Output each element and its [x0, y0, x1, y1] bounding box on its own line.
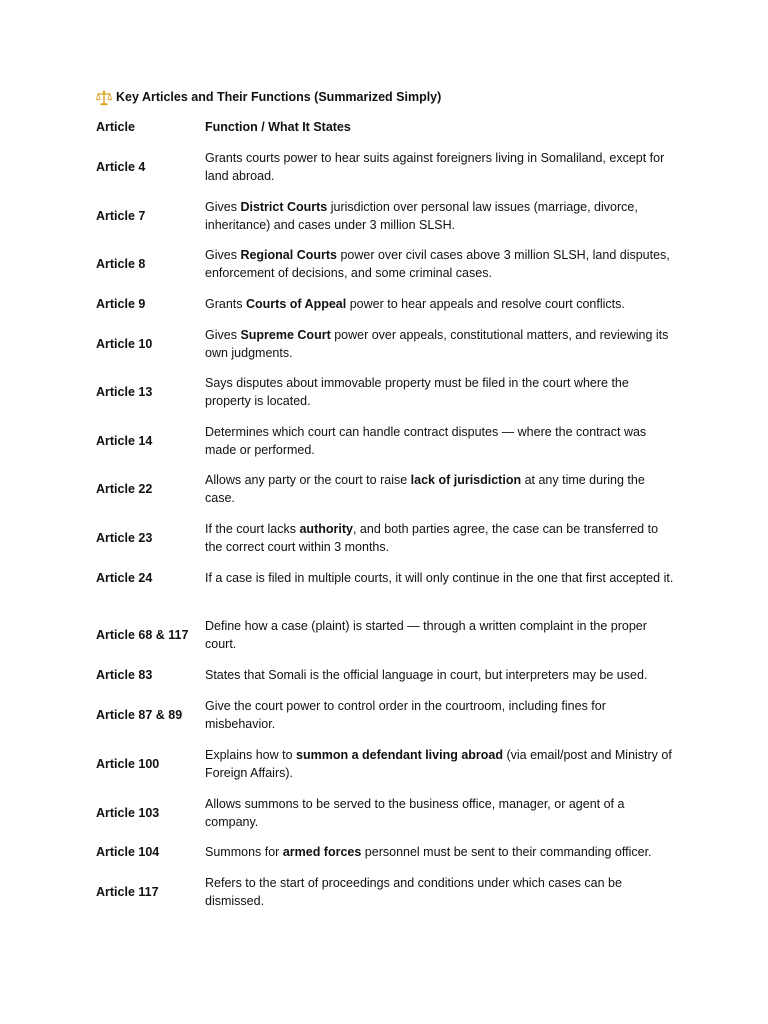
text-fragment: power to hear appeals and resolve court conflicts. — [346, 297, 625, 311]
bold-term: District Courts — [240, 200, 328, 214]
text-fragment: Explains how to — [205, 748, 297, 762]
text-fragment: Give the court power to control order in the courtroom, including fines for misbehavior. — [205, 699, 606, 731]
article-cell: Article 8 — [96, 256, 146, 271]
function-cell — [205, 618, 675, 653]
function-cell — [205, 472, 675, 507]
function-cell — [205, 150, 675, 185]
text-fragment: If the court lacks — [205, 522, 300, 536]
article-cell: Article 13 — [96, 384, 153, 399]
text-fragment: States that Somali is the official language in court, but interpreters may be used. — [205, 668, 648, 682]
text-fragment: Summons for — [205, 845, 283, 859]
function-cell — [205, 521, 675, 556]
article-cell: Article 4 — [96, 159, 146, 174]
function-cell — [205, 247, 675, 282]
article-cell: Article 23 — [96, 530, 153, 545]
article-cell: Article 100 — [96, 756, 160, 771]
section-heading — [95, 89, 441, 107]
bold-term: Courts of Appeal — [246, 297, 347, 311]
bold-term: authority — [299, 522, 353, 536]
function-cell — [205, 844, 675, 862]
function-cell — [205, 199, 675, 234]
function-cell — [205, 424, 675, 459]
bold-term: lack of jurisdiction — [410, 473, 522, 487]
article-cell: Article 22 — [96, 481, 153, 496]
article-cell: Article 9 — [96, 297, 146, 311]
article-cell: Article 24 — [96, 571, 153, 585]
article-cell: Article 14 — [96, 433, 153, 448]
text-fragment: at any time during the case. — [205, 473, 645, 505]
bold-term: Supreme Court — [240, 328, 331, 342]
function-cell — [205, 747, 675, 782]
text-fragment: Gives — [205, 328, 241, 342]
heading-text: Key Articles and Their Functions (Summarized Simply) — [116, 90, 442, 104]
scales-icon — [95, 90, 113, 106]
text-fragment: power over civil cases above 3 million SLSH, land disputes, enforcement of decisions, and some criminal cases. — [205, 248, 670, 280]
function-cell — [205, 296, 675, 314]
bold-term: summon a defendant living abroad — [296, 748, 504, 762]
text-fragment: Allows summons to be served to the business office, manager, or agent of a company. — [205, 797, 625, 829]
text-fragment: Define how a case (plaint) is started — through a written complaint in the proper court. — [205, 619, 647, 651]
function-cell — [205, 667, 675, 685]
article-cell: Article 10 — [96, 336, 153, 351]
text-fragment: personnel must be sent to their commanding officer. — [361, 845, 652, 859]
function-cell — [205, 796, 675, 831]
article-cell: Article 103 — [96, 805, 160, 820]
article-cell: Article 117 — [96, 884, 159, 899]
text-fragment: power over appeals, constitutional matters, and reviewing its own judgments. — [205, 328, 669, 360]
text-fragment: Grants courts power to hear suits against foreigners living in Somaliland, except for land abroad. — [205, 151, 665, 183]
text-fragment: jurisdiction over personal law issues (marriage, divorce, inheritance) and cases under 3 million SLSH. — [205, 200, 638, 232]
function-cell — [205, 375, 675, 410]
article-cell: Article 7 — [96, 208, 146, 223]
text-fragment: Refers to the start of proceedings and conditions under which cases can be dismissed. — [205, 876, 622, 908]
bold-term: armed forces — [282, 845, 362, 859]
text-fragment: (via email/post and Ministry of Foreign Affairs). — [205, 748, 672, 780]
bold-term: Regional Courts — [240, 248, 337, 262]
text-fragment: If a case is filed in multiple courts, it will only continue in the one that first accepted it. — [205, 571, 674, 585]
text-fragment: Allows any party or the court to raise — [205, 473, 411, 487]
article-cell: Article 104 — [96, 845, 160, 859]
text-fragment: Gives — [205, 248, 241, 262]
article-cell: Article 83 — [96, 668, 153, 682]
function-cell — [205, 698, 675, 733]
function-cell — [205, 327, 675, 362]
text-fragment: Grants — [205, 297, 246, 311]
text-fragment: Says disputes about immovable property must be filed in the court where the property is located. — [205, 376, 629, 408]
column-header-article: Article — [96, 120, 135, 134]
column-header-function: Function / What It States — [205, 120, 351, 134]
function-cell — [205, 875, 675, 910]
text-fragment: Gives — [205, 200, 241, 214]
article-cell: Article 68 & 117 — [96, 627, 189, 642]
text-fragment: Determines which court can handle contract disputes — where the contract was made or performed. — [205, 425, 647, 457]
function-cell — [205, 570, 675, 588]
text-fragment: , and both parties agree, the case can be transferred to the correct court within 3 months. — [205, 522, 659, 554]
article-cell: Article 87 & 89 — [96, 707, 183, 722]
